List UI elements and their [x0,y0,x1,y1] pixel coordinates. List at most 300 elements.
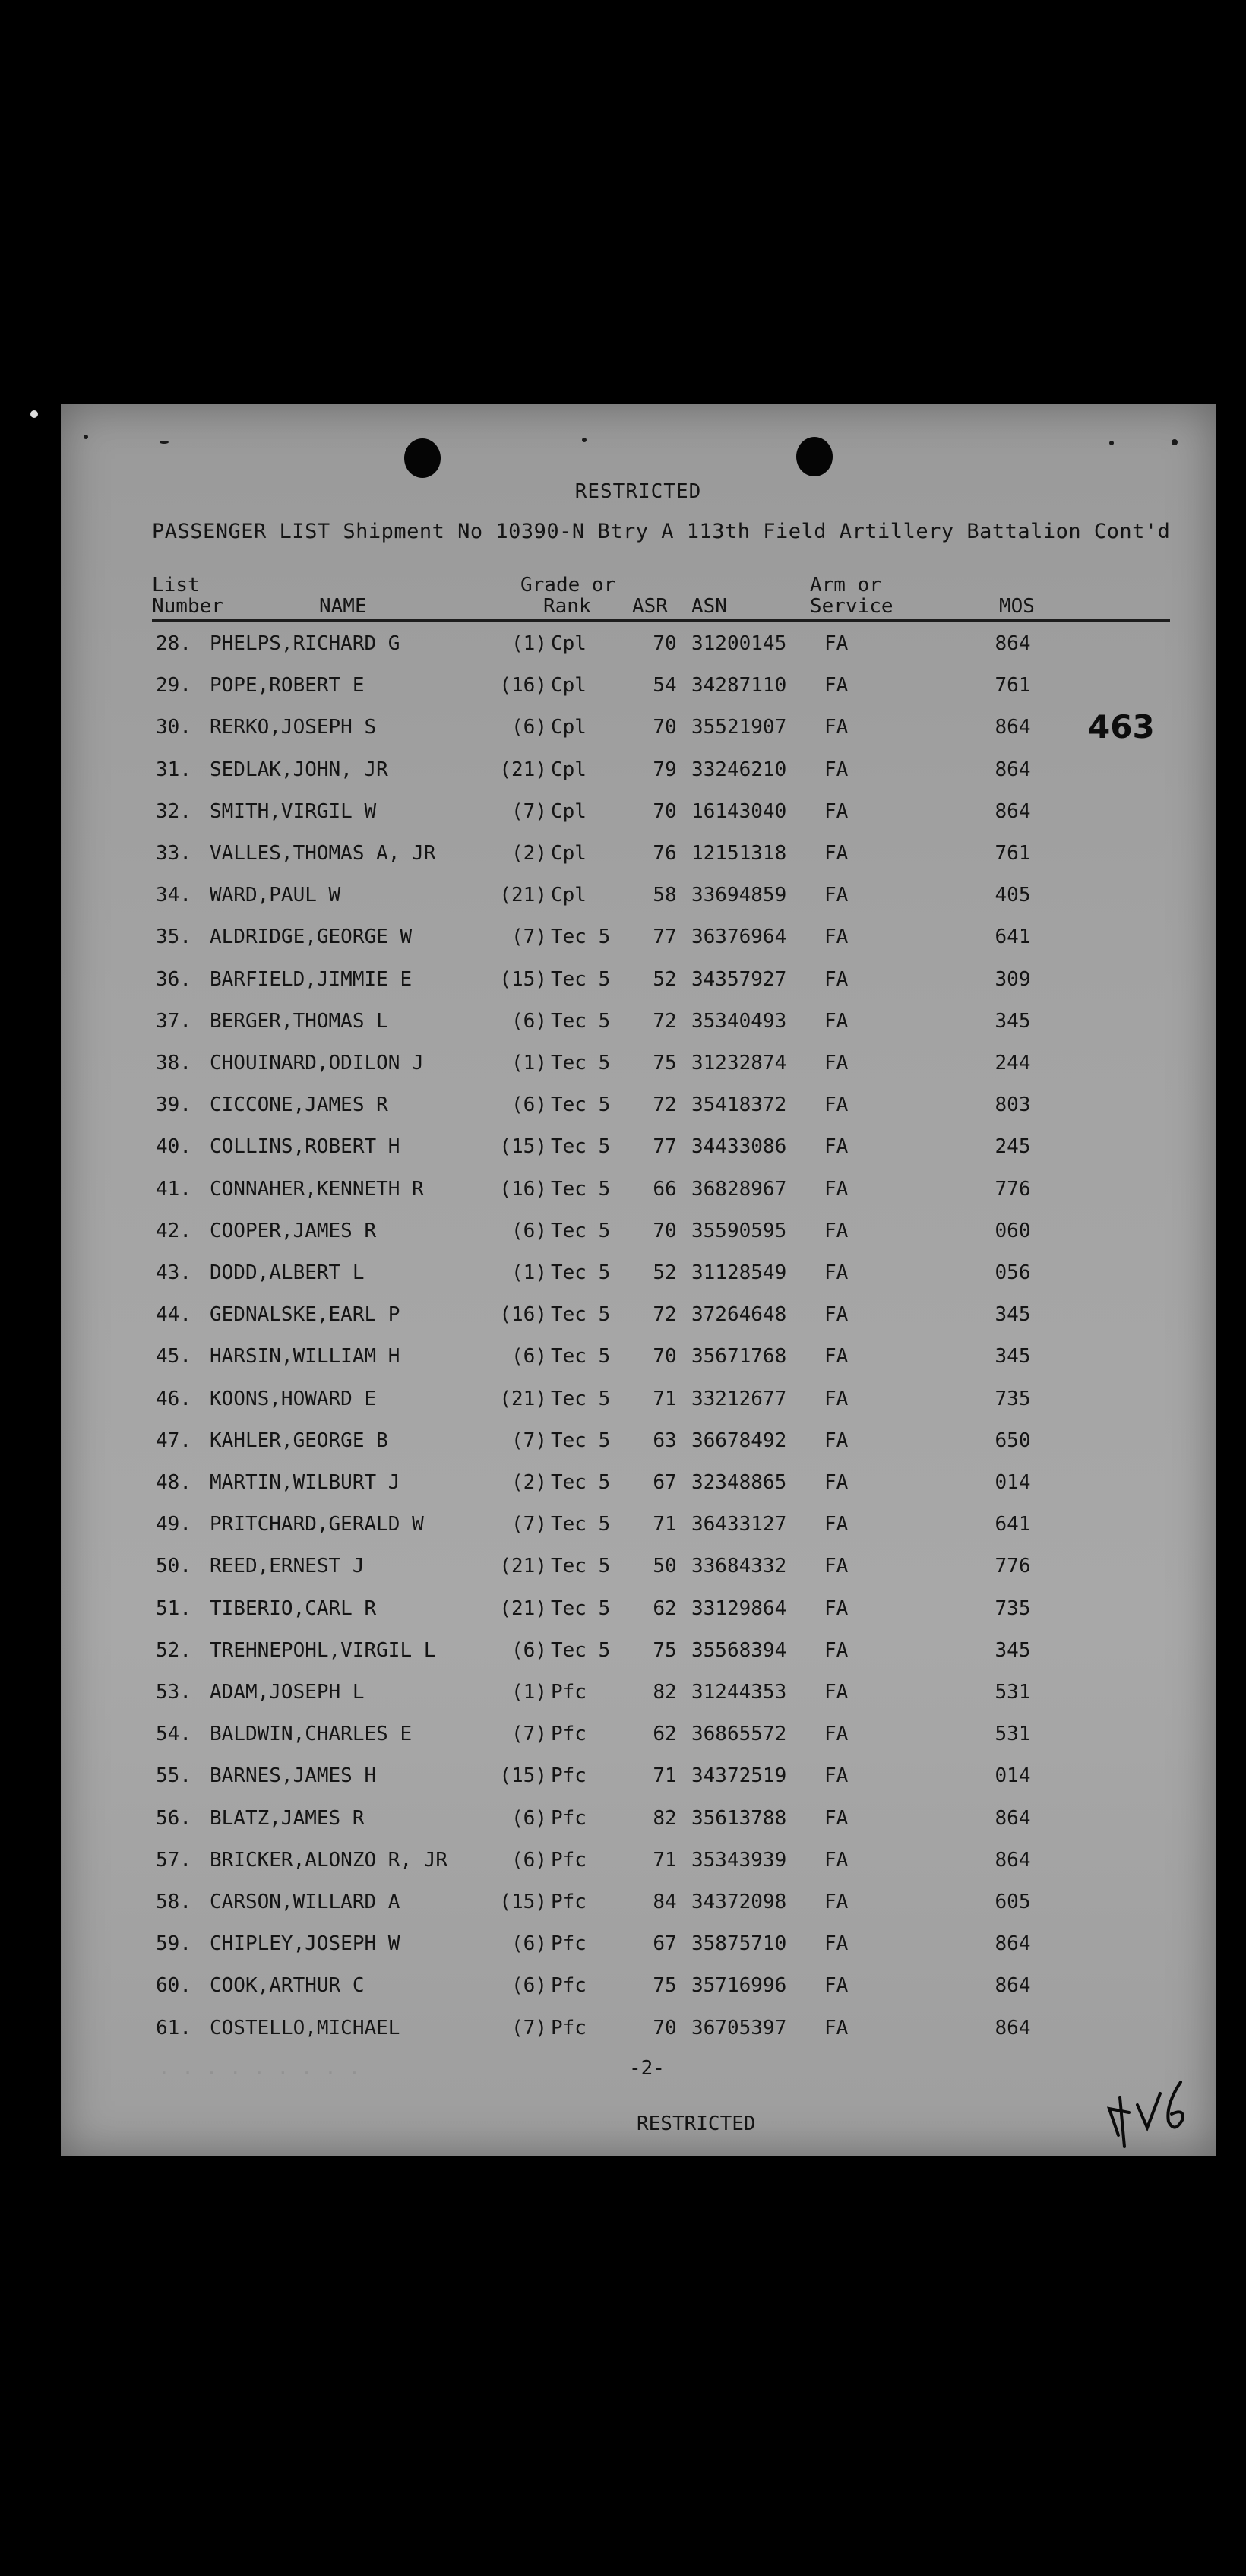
cell-asr: 71 [653,1387,677,1410]
cell-arm: FA [824,1177,849,1201]
table-row [61,1555,1216,1597]
cell-num: 38. [156,1052,191,1074]
cell-name: DODD,ALBERT L [210,1261,365,1284]
cell-rank: Cpl [551,674,587,698]
cell-rank: Cpl [551,758,587,781]
cell-asr: 71 [653,1513,677,1536]
cell-mos: 864 [995,758,1031,781]
cell-arm: FA [824,1848,849,1872]
cell-arm: FA [824,1135,849,1159]
cell-arm: FA [824,632,849,655]
cell-asr: 70 [653,716,677,739]
handwritten-note-476 [1096,2074,1194,2150]
cell-asn: 31200145 [691,632,787,655]
cell-asr: 70 [653,632,677,655]
cell-grade: (1) [511,632,547,655]
cell-mos: 605 [995,1891,1031,1913]
cell-asr: 72 [653,1093,677,1117]
cell-asn: 35418372 [691,1093,787,1117]
cell-asn: 35875710 [691,1932,787,1956]
cell-name: ADAM,JOSEPH L [210,1681,365,1704]
cell-rank: Pfc [551,1806,587,1830]
cell-name: BLATZ,JAMES R [210,1806,365,1830]
cell-mos: 761 [995,674,1031,698]
cell-mos: 345 [995,1345,1031,1369]
cell-name: BARFIELD,JIMMIE E [210,967,413,991]
cell-grade: (6) [511,1009,547,1033]
cell-num: 49. [156,1513,191,1536]
cell-asr: 71 [653,1848,677,1872]
cell-asn: 36828967 [691,1177,787,1201]
table-row [61,1974,1216,2016]
cell-mos: 761 [995,842,1031,865]
table-row [61,1639,1216,1681]
cell-asr: 70 [653,1345,677,1369]
cell-arm: FA [824,674,849,698]
table-row [61,1513,1216,1555]
cell-mos: 345 [995,1638,1031,1662]
cell-num: 46. [156,1387,191,1410]
cell-grade: (16) [499,1177,547,1201]
cell-asr: 63 [653,1429,677,1452]
cell-asr: 52 [653,1261,677,1284]
cell-asn: 35613788 [691,1806,787,1830]
cell-rank: Tec 5 [551,967,611,991]
cell-arm: FA [824,1681,849,1704]
column-header-grade [520,574,615,617]
cell-num: 33. [156,842,191,865]
cell-rank: Cpl [551,716,587,739]
cell-grade: (2) [511,1471,547,1494]
cell-arm: FA [824,1638,849,1662]
cell-mos: 531 [995,1723,1031,1746]
table-row [61,1807,1216,1849]
speck [1172,439,1178,445]
cell-arm: FA [824,1429,849,1452]
scan-artifact-dot [30,410,38,418]
cell-arm: FA [824,1932,849,1956]
cell-asr: 58 [653,884,677,907]
cell-grade: (15) [499,1764,547,1788]
cell-rank: Tec 5 [551,1219,611,1242]
cell-grade: (21) [499,758,547,781]
cell-num: 41. [156,1177,191,1201]
cell-rank: Cpl [551,799,587,823]
table-row [61,1178,1216,1220]
speck [1109,441,1114,445]
cell-rank: Tec 5 [551,1135,611,1159]
cell-name: HARSIN,WILLIAM H [210,1345,400,1369]
column-header-name: NAME [319,595,367,618]
cell-num: 42. [156,1219,191,1242]
cell-mos: 060 [995,1219,1031,1242]
table-row [61,1849,1216,1891]
cell-name: SMITH,VIRGIL W [210,799,377,823]
cell-arm: FA [824,884,849,907]
cell-num: 59. [156,1932,191,1956]
cell-rank: Pfc [551,1681,587,1704]
cell-arm: FA [824,1555,849,1578]
page-stamp: 463 [1088,708,1155,745]
cell-grade: (6) [511,1219,547,1242]
cell-rank: Pfc [551,1891,587,1913]
cell-num: 43. [156,1261,191,1284]
cell-arm: FA [824,1806,849,1830]
cell-name: TREHNEPOHL,VIRGIL L [210,1638,436,1662]
cell-arm: FA [824,716,849,739]
cell-name: KAHLER,GEORGE B [210,1429,388,1452]
cell-num: 29. [156,674,191,698]
cell-asr: 62 [653,1723,677,1746]
cell-asr: 72 [653,1303,677,1327]
cell-rank: Tec 5 [551,1555,611,1578]
table-row [61,1891,1216,1932]
cell-asn: 16143040 [691,799,787,823]
cell-num: 58. [156,1891,191,1913]
cell-name: KOONS,HOWARD E [210,1387,377,1410]
table-row [61,1764,1216,1806]
cell-name: SEDLAK,JOHN, JR [210,758,388,781]
cell-rank: Tec 5 [551,926,611,949]
cell-asn: 36376964 [691,926,787,949]
table-row [61,1220,1216,1261]
cell-asn: 35343939 [691,1848,787,1872]
cell-grade: (2) [511,842,547,865]
cell-grade: (6) [511,1093,547,1117]
cell-asr: 50 [653,1555,677,1578]
cell-rank: Tec 5 [551,1345,611,1369]
cell-arm: FA [824,799,849,823]
cell-mos: 650 [995,1429,1031,1452]
cell-mos: 641 [995,1513,1031,1536]
cell-grade: (6) [511,1806,547,1830]
cell-name: POPE,ROBERT E [210,674,365,698]
cell-num: 60. [156,1974,191,1998]
cell-grade: (6) [511,716,547,739]
cell-mos: 309 [995,967,1031,991]
cell-rank: Pfc [551,1764,587,1788]
table-row [61,1303,1216,1345]
cell-asn: 37264648 [691,1303,787,1327]
cell-arm: FA [824,1093,849,1117]
cell-num: 31. [156,758,191,781]
cell-grade: (1) [511,1681,547,1704]
table-row [61,716,1216,758]
cell-arm: FA [824,1387,849,1410]
cell-arm: FA [824,1513,849,1536]
cell-grade: (7) [511,2016,547,2040]
cell-mos: 864 [995,1848,1031,1872]
cell-mos: 531 [995,1681,1031,1704]
cell-name: TIBERIO,CARL R [210,1597,377,1620]
document-title: PASSENGER LIST Shipment No 10390-N Btry A 113th Field Artillery Battalion Cont'd [152,520,1171,543]
cell-arm: FA [824,1723,849,1746]
cell-arm: FA [824,1597,849,1620]
cell-name: CHOUINARD,ODILON J [210,1052,424,1074]
cell-arm: FA [824,2016,849,2040]
column-header-arm [810,574,893,617]
cell-asr: 54 [653,674,677,698]
document-sheet [61,404,1216,2156]
cell-asr: 67 [653,1932,677,1956]
table-row [61,632,1216,674]
cell-grade: (21) [499,1597,547,1620]
cell-rank: Tec 5 [551,1261,611,1284]
cell-num: 47. [156,1429,191,1452]
cell-asr: 75 [653,1638,677,1662]
cell-rank: Tec 5 [551,1638,611,1662]
cell-asr: 75 [653,1974,677,1998]
cell-mos: 776 [995,1177,1031,1201]
cell-asr: 72 [653,1009,677,1033]
cell-rank: Tec 5 [551,1303,611,1327]
cell-asn: 34287110 [691,674,787,698]
cell-rank: Cpl [551,884,587,907]
cell-num: 37. [156,1009,191,1033]
cell-mos: 345 [995,1303,1031,1327]
cell-arm: FA [824,1974,849,1998]
cell-arm: FA [824,1009,849,1033]
cell-rank: Tec 5 [551,1177,611,1201]
cell-num: 48. [156,1471,191,1494]
cell-num: 34. [156,884,191,907]
table-row [61,1093,1216,1135]
cell-asr: 71 [653,1764,677,1788]
header-rule [152,619,1170,622]
cell-grade: (7) [511,1723,547,1746]
cell-asn: 35521907 [691,716,787,739]
cell-name: PHELPS,RICHARD G [210,632,400,655]
table-row [61,1261,1216,1303]
cell-mos: 864 [995,632,1031,655]
cell-asr: 79 [653,758,677,781]
cell-asn: 33212677 [691,1387,787,1410]
cell-mos: 864 [995,1974,1031,1998]
table-row [61,1471,1216,1513]
cell-grade: (15) [499,967,547,991]
cell-arm: FA [824,1219,849,1242]
cell-grade: (21) [499,1387,547,1410]
cell-asn: 35568394 [691,1638,787,1662]
punch-hole-right [796,437,833,476]
cell-mos: 864 [995,799,1031,823]
cell-name: COOPER,JAMES R [210,1219,377,1242]
restricted-header: RESTRICTED [574,480,702,503]
cell-name: GEDNALSKE,EARL P [210,1303,400,1327]
cell-rank: Tec 5 [551,1387,611,1410]
cell-mos: 776 [995,1555,1031,1578]
cell-mos: 014 [995,1764,1031,1788]
cell-mos: 864 [995,716,1031,739]
cell-num: 30. [156,716,191,739]
cell-arm: FA [824,1764,849,1788]
cell-mos: 014 [995,1471,1031,1494]
cell-name: CICCONE,JAMES R [210,1093,388,1117]
table-row [61,758,1216,800]
cell-asn: 31244353 [691,1681,787,1704]
cell-grade: (21) [499,1555,547,1578]
cell-arm: FA [824,758,849,781]
cell-asn: 31232874 [691,1052,787,1074]
cell-name: VALLES,THOMAS A, JR [210,842,436,865]
table-row [61,842,1216,884]
cell-asn: 34357927 [691,967,787,991]
cell-asn: 36705397 [691,2016,787,2040]
cell-grade: (6) [511,1345,547,1369]
cell-rank: Pfc [551,1932,587,1956]
column-header-arm-line2: Service [810,595,893,618]
cell-num: 32. [156,799,191,823]
cell-rank: Tec 5 [551,1429,611,1452]
cell-asr: 62 [653,1597,677,1620]
cell-grade: (16) [499,674,547,698]
table-row [61,1135,1216,1177]
cell-mos: 803 [995,1093,1031,1117]
faded-row: . . . . . . . . . [158,2057,361,2080]
cell-mos: 864 [995,2016,1031,2040]
cell-grade: (7) [511,1429,547,1452]
cell-name: MARTIN,WILBURT J [210,1471,400,1494]
column-header-list-number-line1: List [152,574,200,597]
cell-grade: (1) [511,1052,547,1074]
cell-arm: FA [824,1891,849,1913]
cell-asn: 36678492 [691,1429,787,1452]
cell-mos: 864 [995,1806,1031,1830]
cell-rank: Pfc [551,1723,587,1746]
cell-mos: 405 [995,884,1031,907]
cell-rank: Cpl [551,632,587,655]
column-header-list-number-line2: Number [152,595,223,618]
cell-asr: 67 [653,1471,677,1494]
table-row [61,1932,1216,1974]
cell-arm: FA [824,967,849,991]
cell-grade: (7) [511,1513,547,1536]
cell-asr: 70 [653,2016,677,2040]
cell-grade: (1) [511,1261,547,1284]
cell-rank: Tec 5 [551,1009,611,1033]
cell-name: ALDRIDGE,GEORGE W [210,926,413,949]
table-row [61,884,1216,926]
cell-name: WARD,PAUL W [210,884,341,907]
cell-asr: 66 [653,1177,677,1201]
cell-asn: 33694859 [691,884,787,907]
cell-num: 56. [156,1806,191,1830]
cell-mos: 735 [995,1387,1031,1410]
cell-num: 52. [156,1638,191,1662]
cell-name: BARNES,JAMES H [210,1764,377,1788]
cell-mos: 345 [995,1009,1031,1033]
table-row [61,1723,1216,1764]
cell-grade: (15) [499,1891,547,1913]
cell-asn: 31128549 [691,1261,787,1284]
table-row [61,1052,1216,1093]
cell-grade: (16) [499,1303,547,1327]
cell-num: 45. [156,1345,191,1369]
cell-rank: Pfc [551,1974,587,1998]
cell-grade: (6) [511,1848,547,1872]
column-header-grade-line2: Rank [543,595,591,618]
cell-arm: FA [824,1345,849,1369]
cell-asr: 77 [653,926,677,949]
cell-name: COLLINS,ROBERT H [210,1135,400,1159]
cell-asr: 70 [653,799,677,823]
table-row [61,1010,1216,1052]
cell-name: BRICKER,ALONZO R, JR [210,1848,448,1872]
cell-arm: FA [824,1261,849,1284]
cell-rank: Tec 5 [551,1471,611,1494]
cell-num: 28. [156,632,191,655]
cell-asr: 70 [653,1219,677,1242]
table-row [61,800,1216,842]
restricted-footer: RESTRICTED [637,2112,756,2135]
cell-rank: Tec 5 [551,1597,611,1620]
cell-num: 39. [156,1093,191,1117]
cell-mos: 056 [995,1261,1031,1284]
table-row [61,926,1216,967]
table-row [61,1681,1216,1723]
cell-num: 53. [156,1681,191,1704]
table-row [61,2017,1216,2059]
cell-asn: 12151318 [691,842,787,865]
cell-asr: 75 [653,1052,677,1074]
column-header-grade-line1: Grade or [520,574,616,597]
cell-rank: Cpl [551,842,587,865]
cell-rank: Tec 5 [551,1052,611,1074]
cell-rank: Pfc [551,1848,587,1872]
cell-name: COOK,ARTHUR C [210,1974,365,1998]
cell-asn: 34372098 [691,1891,787,1913]
column-header-mos: MOS [999,595,1035,618]
cell-num: 51. [156,1597,191,1620]
cell-num: 54. [156,1723,191,1746]
cell-mos: 245 [995,1135,1031,1159]
speck [84,435,88,439]
cell-asr: 84 [653,1891,677,1913]
column-header-asr: ASR [632,595,668,618]
table-row [61,968,1216,1010]
cell-num: 61. [156,2016,191,2040]
cell-arm: FA [824,842,849,865]
cell-rank: Tec 5 [551,1093,611,1117]
cell-rank: Tec 5 [551,1513,611,1536]
cell-name: CARSON,WILLARD A [210,1891,400,1913]
cell-asn: 36865572 [691,1723,787,1746]
cell-name: REED,ERNEST J [210,1555,365,1578]
table-row [61,1429,1216,1471]
punch-hole-left [404,438,441,478]
cell-name: BALDWIN,CHARLES E [210,1723,413,1746]
cell-mos: 864 [995,1932,1031,1956]
cell-grade: (21) [499,884,547,907]
cell-grade: (7) [511,799,547,823]
cell-asn: 35590595 [691,1219,787,1242]
cell-asn: 36433127 [691,1513,787,1536]
cell-asr: 82 [653,1806,677,1830]
table-row [61,1597,1216,1639]
cell-asn: 33684332 [691,1555,787,1578]
page-number: -2- [629,2057,665,2080]
cell-name: PRITCHARD,GERALD W [210,1513,424,1536]
cell-name: BERGER,THOMAS L [210,1009,388,1033]
cell-name: RERKO,JOSEPH S [210,716,377,739]
cell-arm: FA [824,1303,849,1327]
cell-asn: 34372519 [691,1764,787,1788]
cell-asn: 35340493 [691,1009,787,1033]
cell-num: 44. [156,1303,191,1327]
cell-name: CONNAHER,KENNETH R [210,1177,424,1201]
cell-mos: 641 [995,926,1031,949]
cell-num: 36. [156,967,191,991]
